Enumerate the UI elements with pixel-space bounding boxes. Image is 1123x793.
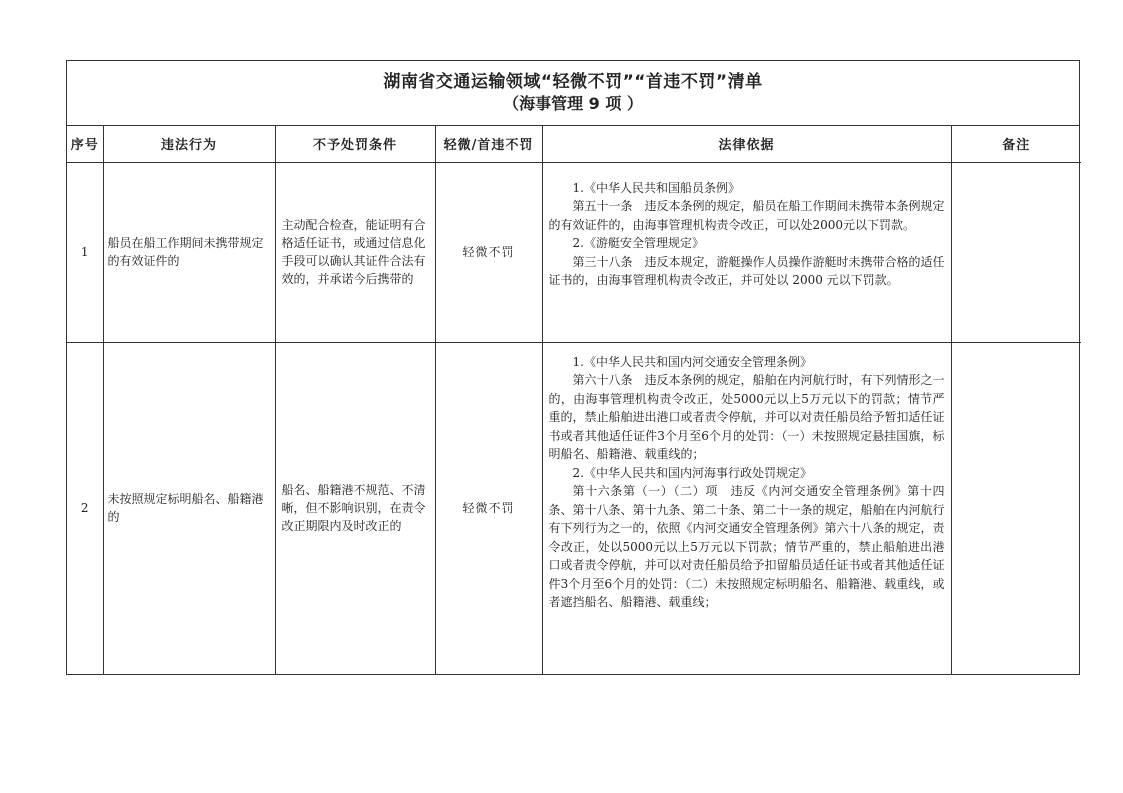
table-header-row	[67, 126, 1081, 162]
header-index: 序号	[67, 126, 103, 162]
row-remark	[951, 162, 1081, 342]
law-paragraph: 第五十一条 违反本条例的规定，船员在船工作期间未携带本条例规定的有效证件的，由海事管理机构责令改正，可以处2000元以下罚款。	[548, 199, 945, 232]
header-law: 法律依据	[542, 126, 951, 162]
row-law	[542, 342, 951, 674]
row-behavior: 船员在船工作期间未携带规定的有效证件的	[103, 162, 275, 342]
law-paragraph: 1.《中华人民共和国船员条例》	[572, 180, 740, 195]
row-index: 1	[67, 162, 103, 342]
table-row	[67, 162, 1081, 342]
law-paragraph: 第三十八条 违反本规定，游艇操作人员操作游艇时未携带合格的适任证书的，由海事管理机构责令改正，并可处以 2000 元以下罚款。	[548, 254, 945, 287]
title-block	[67, 61, 1079, 126]
row-index: 2	[67, 342, 103, 674]
row-law	[542, 162, 951, 342]
law-paragraph: 1.《中华人民共和国内河交通安全管理条例》	[572, 354, 812, 369]
law-paragraph: 2.《游艇安全管理规定》	[572, 236, 704, 250]
document-subtitle: （海事管理 9 项 ）	[503, 94, 643, 113]
header-condition: 不予处罚条件	[275, 126, 435, 162]
law-paragraph: 第十六条第（一）（二）项 违反《内河交通安全管理条例》第十四条、第十八条、第十九条、第二十条、第二十一条的规定，船舶在内河航行有下列行为之一的，依照《内河交通安全管理条例》第六十八条的规定，责令改正，处以5000元以上5万元以下罚款；情节严重的，禁止船舶进出港口或者责令停航，并可以对责任船员给予扣留船员适任证书或者其他适任证件3个月至6个月的处罚：（二）未按照规定标明船名、船籍港、载重线，或者遮挡船名、船籍港、载重线；	[548, 484, 945, 609]
row-condition: 主动配合检查，能证明有合格适任证书，或通过信息化手段可以确认其证件合法有效的，并承诺今后携带的	[275, 162, 435, 342]
row-condition: 船名、船籍港不规范、不清晰，但不影响识别，在责令改正期限内及时改正的	[275, 342, 435, 674]
header-remark: 备注	[951, 126, 1081, 162]
law-paragraph: 2.《中华人民共和国内河海事行政处罚规定》	[572, 465, 812, 480]
law-paragraph: 第六十八条 违反本条例的规定，船舶在内河航行时，有下列情形之一的，由海事管理机构责令改正，处5000元以上5万元以下的罚款；情节严重的，禁止船舶进出港口或者责令停航，并可以对责任船员给予暂扣适任证书或者其他适任证件3个月至6个月的处罚：（一）未按照规定悬挂国旗，标明船名、船籍港、载重线的；	[548, 373, 945, 461]
list-document	[66, 60, 1080, 675]
document-title: 湖南省交通运输领域“轻微不罚”“首违不罚”清单	[383, 72, 763, 92]
row-type: 轻微不罚	[435, 162, 542, 342]
row-behavior: 未按照规定标明船名、船籍港的	[103, 342, 275, 674]
row-type: 轻微不罚	[435, 342, 542, 674]
table-row	[67, 342, 1081, 674]
header-type: 轻微/首违不罚	[435, 126, 542, 162]
row-remark	[951, 342, 1081, 674]
penalty-table	[67, 126, 1081, 674]
header-behavior: 违法行为	[103, 126, 275, 162]
